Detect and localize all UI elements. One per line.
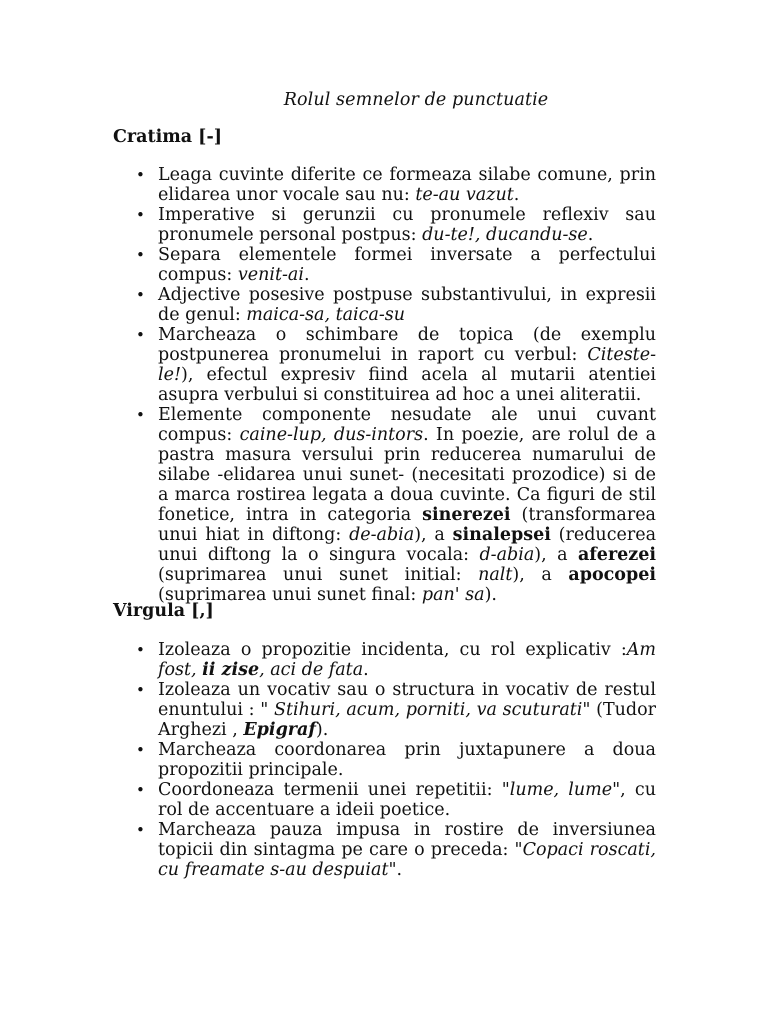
section-heading-cratima: Cratima [-] [113, 127, 222, 147]
item-example: du-te!, ducandu-se [422, 225, 588, 245]
item-text: . [363, 660, 369, 680]
item-term: aferezei [577, 545, 657, 565]
item-term: sinerezei [422, 505, 511, 525]
item-text: (transformarea unui hiat in diftong: [158, 505, 656, 545]
item-example: "lume, lume" [501, 780, 621, 800]
item-text: . In poezie, are rolul de a pastra masura versului prin reducerea numarului de silabe -elidarea unui sunet- (necesitati prozodice) si de a marca rostirea legata a doua cuvinte. Ca figuri de stil fonetice, intra in categoria [158, 425, 657, 525]
document-title: Rolul semnelor de punctuatie [283, 90, 549, 110]
item-text: Elemente componente nesudate ale unui cuvant compus: [158, 405, 656, 445]
item-text: (reducerea unui diftong la o singura vocala: [158, 525, 657, 565]
item-text: Marcheaza coordonarea prin juxtapunere a doua propozitii principale. [158, 740, 656, 780]
item-text: (Tudor Arghezi , [158, 700, 657, 740]
item-example: Am fost, [158, 640, 656, 680]
item-text: Leaga cuvinte diferite ce formeaza silabe comune, prin elidarea unor vocale sau nu: [158, 165, 656, 205]
item-text: ). [484, 585, 497, 605]
item-example: te-au vazut [415, 185, 514, 205]
item-example: caine-lup, dus-intors [239, 425, 424, 445]
item-text: ). [315, 720, 329, 740]
virgula-list [136, 640, 656, 880]
item-example: venit-ai [237, 265, 304, 285]
item-example: Citeste-le! [158, 345, 656, 385]
item-example: , aci de fata [259, 660, 364, 680]
item-example: "Copaci roscati, cu freamate s-au despuiat" [158, 840, 656, 880]
item-text: Izoleaza o propozitie incidenta, cu rol explicativ : [158, 640, 627, 660]
item-example: maica-sa, taica-su [246, 305, 406, 325]
cratima-list [136, 165, 656, 605]
list-item [136, 740, 656, 780]
item-example: de-abia [349, 525, 415, 545]
list-item [136, 405, 656, 605]
item-text: Imperative si gerunzii cu pronumele reflexiv sau pronumele personal postpus: [158, 205, 656, 245]
item-text: ), a [534, 545, 578, 565]
item-term: apocopei [568, 565, 656, 585]
list-item [136, 285, 656, 325]
item-text: , cu rol de accentuare a ideii poetice. [158, 780, 656, 820]
list-item [136, 640, 656, 680]
item-text: Marcheaza o schimbare de topica (de exemplu postpunerea pronumelui in raport cu verbul: [158, 325, 656, 365]
item-text: Izoleaza un vocativ sau o structura in vocativ de restul enuntului : [158, 680, 656, 720]
item-example: " Stihuri, acum, porniti, va scuturati" [260, 700, 591, 720]
list-item [136, 325, 656, 405]
item-text: Marcheaza pauza impusa in rostire de inversiunea topicii din sintagma pe care o preceda: [158, 820, 656, 860]
item-term: Epigraf [243, 720, 316, 740]
section-heading-virgula: Virgula [,] [113, 601, 214, 621]
item-text: . [396, 860, 403, 880]
item-text: Adjective posesive postpuse substantivului, in expresii de genul: [158, 285, 656, 325]
list-item [136, 205, 656, 245]
item-text: (suprimarea unui sunet initial: [158, 565, 479, 585]
list-item [136, 780, 656, 820]
item-text: ), efectul expresiv fiind acela al mutarii atentiei asupra verbului si constituirea ad hoc a unei aliteratii. [158, 365, 656, 405]
list-item [136, 820, 656, 880]
item-text: ), a [414, 525, 453, 545]
item-example: nalt [478, 565, 513, 585]
item-example: pan' sa [421, 585, 485, 605]
item-text: ), a [512, 565, 569, 585]
item-term: sinalepsei [452, 525, 551, 545]
item-text: . [587, 225, 594, 245]
item-text: (suprimarea unui sunet final: [158, 585, 422, 605]
list-item [136, 165, 656, 205]
item-text: . [303, 265, 310, 285]
item-text: Separa elementele formei inversate a perfectului compus: [158, 245, 656, 285]
item-term: ii zise [202, 660, 260, 680]
item-text: Coordoneaza termenii unei repetitii: [158, 780, 502, 800]
item-example: d-abia [479, 545, 535, 565]
list-item [136, 245, 656, 285]
list-item [136, 680, 656, 740]
item-text: . [513, 185, 520, 205]
